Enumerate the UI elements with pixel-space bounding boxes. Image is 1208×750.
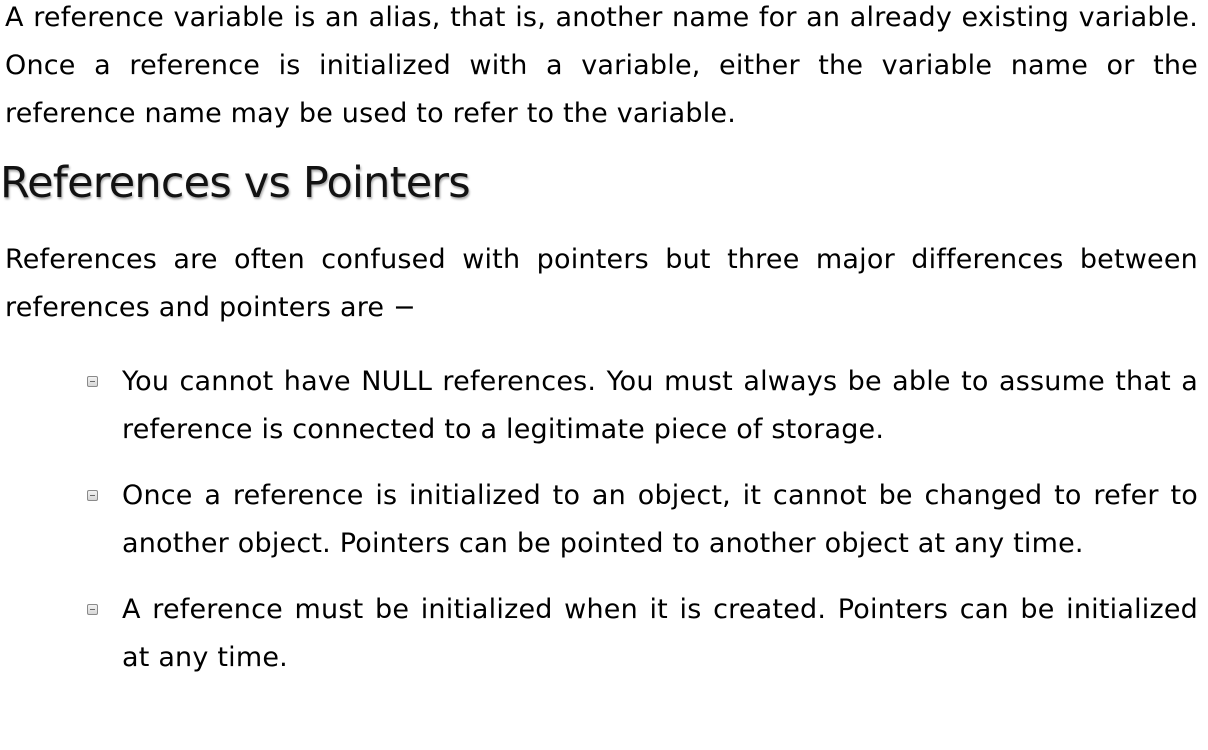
bullet-icon (87, 604, 98, 615)
intro-paragraph: A reference variable is an alias, that is, another name for an already existing variable. Once a reference is initialized with a variable, either the variable name or the reference name may be used to refer to the variable. (5, 2, 1198, 129)
differences-list (5, 358, 1198, 682)
list-item-text: You cannot have NULL references. You must always be able to assume that a reference is connected to a legitimate piece of storage. (122, 366, 1198, 445)
list-item (5, 586, 1198, 682)
lead-paragraph: References are often confused with pointers but three major differences between references and pointers are − (5, 244, 1198, 323)
bullet-icon (87, 376, 98, 387)
list-item (5, 358, 1198, 454)
list-item-text: A reference must be initialized when it is created. Pointers can be initialized at any time. (122, 594, 1198, 673)
list-item (5, 472, 1198, 568)
section-heading: References vs Pointers (0, 158, 470, 208)
bullet-icon (87, 490, 98, 501)
list-item-text: Once a reference is initialized to an object, it cannot be changed to refer to another object. Pointers can be pointed to another object at any time. (122, 480, 1198, 559)
